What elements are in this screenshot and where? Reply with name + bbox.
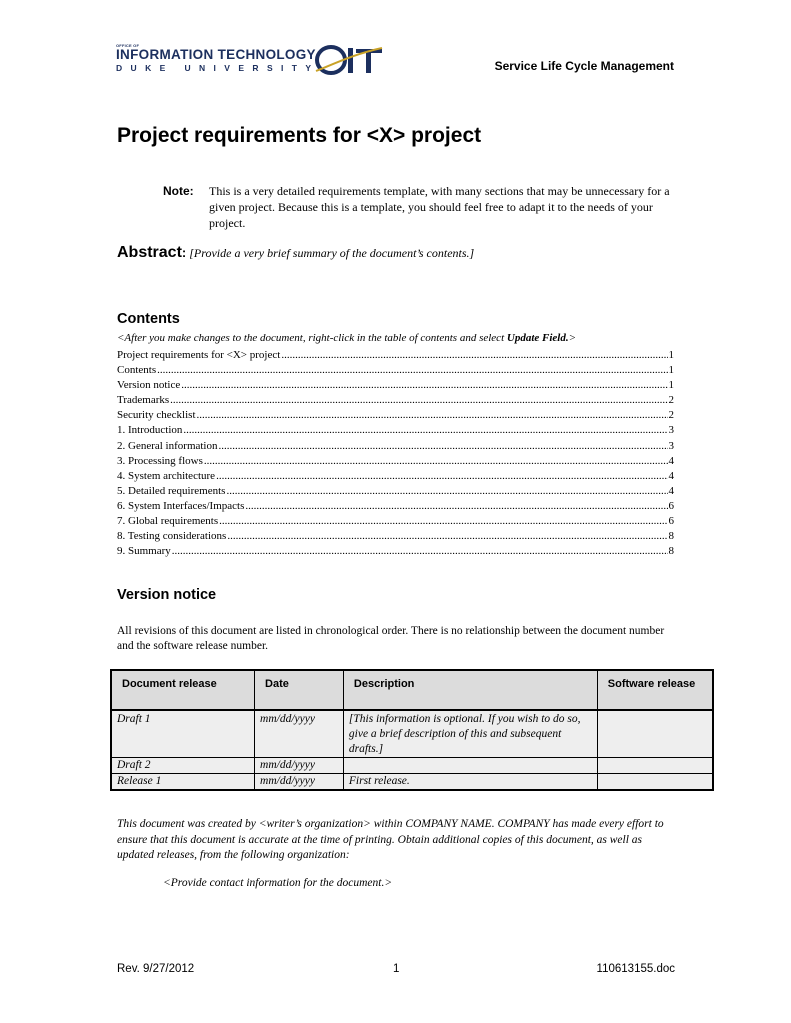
version-notice-heading: Version notice	[117, 587, 217, 603]
footer-filename: 110613155.doc	[596, 963, 675, 975]
table-row	[111, 758, 713, 774]
footer-revision: Rev. 9/27/2012	[117, 963, 195, 975]
oit-logo	[116, 44, 386, 76]
table-cell	[343, 758, 597, 774]
table-cell: mm/dd/yyyy	[255, 758, 344, 774]
toc-entry-page: 1	[668, 349, 674, 361]
abstract	[117, 244, 474, 262]
toc-entry-page: 1	[668, 379, 674, 392]
table-cell: Draft 1	[111, 710, 255, 758]
table-header-row	[111, 670, 713, 710]
toc-entry-page: 8	[668, 530, 674, 543]
logo-duke-university: DUKE UNIVERSITY	[116, 63, 320, 73]
toc-entry-page: 4	[668, 469, 674, 482]
toc-entry[interactable]	[117, 363, 674, 378]
table-of-contents	[117, 348, 674, 559]
table-cell: Release 1	[111, 774, 255, 791]
table-cell	[597, 774, 713, 791]
toc-entry-label: Contents	[117, 364, 157, 377]
toc-entry[interactable]	[117, 408, 674, 423]
toc-entry-page: 2	[668, 409, 674, 422]
toc-entry-label: 4. System architecture	[117, 469, 216, 482]
footer-page-number: 1	[393, 963, 400, 975]
toc-entry-label: 9. Summary	[117, 545, 171, 558]
page-title: Project requirements for <X> project	[117, 124, 482, 147]
table-cell: [This information is optional. If you wish to do so, give a brief description of this and subsequent drafts.]	[343, 710, 597, 758]
toc-entry-label: Version notice	[117, 379, 181, 392]
toc-entry-page: 1	[668, 364, 674, 377]
toc-entry[interactable]	[117, 499, 674, 514]
oit-mark-icon	[314, 44, 386, 76]
abstract-label: Abstract	[117, 244, 182, 261]
toc-entry-label: Project requirements for <X> project	[117, 349, 281, 361]
toc-entry-label: 3. Processing flows	[117, 454, 203, 467]
logo-office-of: OFFICE OF	[116, 43, 140, 48]
toc-entry-page: 2	[668, 394, 674, 407]
toc-entry-page: 4	[668, 454, 674, 467]
table-cell	[597, 710, 713, 758]
contents-heading: Contents	[117, 311, 180, 327]
toc-entry[interactable]	[117, 544, 674, 559]
toc-entry-label: 8. Testing considerations	[117, 530, 227, 543]
table-row	[111, 710, 713, 758]
toc-entry[interactable]	[117, 514, 674, 529]
table-cell	[597, 758, 713, 774]
abstract-text: [Provide a very brief summary of the document’s contents.]	[186, 246, 475, 260]
toc-entry-label: 5. Detailed requirements	[117, 484, 226, 497]
toc-entry[interactable]	[117, 378, 674, 393]
toc-entry-page: 6	[668, 515, 674, 528]
toc-entry-label: 7. Global requirements	[117, 515, 219, 528]
column-header: Date	[255, 670, 344, 710]
creation-note: This document was created by <writer’s organization> within COMPANY NAME. COMPANY has made every effort to ensure that this document is accurate at the time of printing. Obtain additional copies of this document, as well as updated releases, from the following organization:	[117, 818, 664, 861]
column-header: Description	[343, 670, 597, 710]
toc-entry-page: 4	[668, 484, 674, 497]
toc-entry[interactable]	[117, 423, 674, 438]
toc-entry-label: 1. Introduction	[117, 424, 183, 437]
toc-entry[interactable]	[117, 439, 674, 454]
toc-entry[interactable]	[117, 348, 674, 363]
contact-placeholder: <Provide contact information for the document.>	[163, 877, 393, 889]
toc-entry[interactable]	[117, 469, 674, 484]
toc-instruction-text: <After you make changes to the document, right-click in the table of contents and select	[117, 332, 507, 344]
column-header: Document release	[111, 670, 255, 710]
table-cell: mm/dd/yyyy	[255, 774, 344, 791]
note-text: This is a very detailed requirements template, with many sections that may be unnecessary for a given project. Because this is a template, you should feel free to adapt it to the needs of your project.	[209, 184, 670, 230]
column-header: Software release	[597, 670, 713, 710]
toc-entry[interactable]	[117, 454, 674, 469]
toc-entry-label: 6. System Interfaces/Impacts	[117, 499, 245, 512]
version-notice-intro: All revisions of this document are listed in chronological order. There is no relationship between the document number and the software release number.	[117, 625, 665, 652]
toc-entry[interactable]	[117, 529, 674, 544]
toc-entry-page: 6	[668, 499, 674, 512]
table-cell: Draft 2	[111, 758, 255, 774]
toc-entry[interactable]	[117, 393, 674, 408]
toc-entry[interactable]	[117, 484, 674, 499]
toc-entry-page: 3	[668, 439, 674, 452]
abstract-colon: :	[181, 245, 187, 260]
toc-instruction-end: >	[568, 332, 577, 344]
table-row	[111, 774, 713, 791]
header-right-title: Service Life Cycle Management	[494, 59, 674, 73]
logo-information-technology: INFORMATION TECHNOLOGY	[116, 47, 316, 62]
toc-entry-page: 8	[668, 545, 674, 558]
toc-entry-label: Security checklist	[117, 409, 196, 422]
version-table	[110, 669, 714, 791]
toc-entry-page: 3	[668, 424, 674, 437]
toc-instruction	[117, 332, 576, 344]
toc-entry-label: Trademarks	[117, 394, 170, 407]
table-cell: mm/dd/yyyy	[255, 710, 344, 758]
toc-entry-label: 2. General information	[117, 439, 218, 452]
note-label: Note:	[163, 184, 194, 198]
table-cell: First release.	[343, 774, 597, 791]
toc-instruction-bold: Update Field.	[506, 332, 569, 344]
